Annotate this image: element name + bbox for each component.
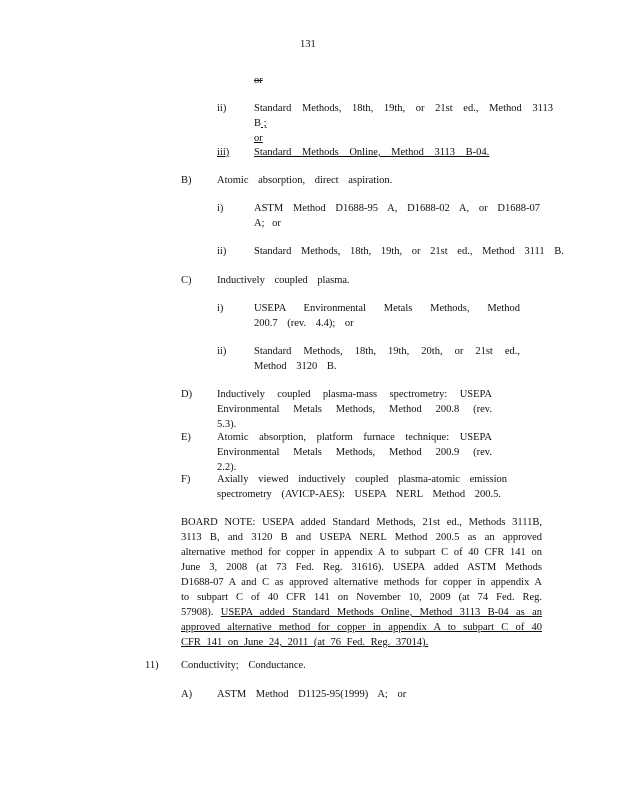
item-C-ii-label: ii) xyxy=(217,346,227,357)
item-11-A-text: ASTM Method D1125-95(1999) A; or xyxy=(217,689,407,700)
item-11-label: 11) xyxy=(145,660,159,671)
board-note-added-text: USEPA added Standard Methods Online, Method 3113 B-04 as an approved alternative method for copper in appendix A to subpart C of 40 CFR 141 on June 24, 2011 (at 76 Fed. Reg. 37014). xyxy=(181,607,542,648)
item-ii-inserted-or: or xyxy=(254,133,263,144)
item-11-A-label: A) xyxy=(181,689,193,700)
item-C-ii-text: Standard Methods, 18th, 19th, 20th, or 21st ed., Method 3120 B. xyxy=(254,346,520,372)
or-struck: or xyxy=(254,75,263,86)
item-ii-body: Standard Methods, 18th, 19th, or 21st ed., Method 3113 B xyxy=(254,103,553,129)
item-ii-inserted-mark: ; xyxy=(261,118,267,129)
item-B-ii-text: Standard Methods, 18th, 19th, or 21st ed., Method 3111 B. xyxy=(254,246,564,257)
item-B-ii-label: ii) xyxy=(217,246,227,257)
item-E-label: E) xyxy=(181,432,191,443)
page-number: 131 xyxy=(300,39,316,50)
item-B-i-label: i) xyxy=(217,203,224,214)
board-note-text: BOARD NOTE: USEPA added Standard Methods, 21st ed., Methods 3111B, 3113 B, and 3120 B and USEPA NERL Method 200.5 as an approved alternative method for copper in appendix A to subpart C of 40 CFR 141 on June 3, 2008 (at 73 Fed. Reg. 31616). USEPA added ASTM Methods D1688-07 A and C as approved alternative methods for copper in appendix A to subpart C of 40 CFR 141 on November 10, 2009 (at 74 Fed. Reg. 57908). xyxy=(181,517,542,618)
item-ii-label: ii) xyxy=(217,103,227,114)
item-iii-text: Standard Methods Online, Method 3113 B-04. xyxy=(254,147,490,158)
item-F-text: Axially viewed inductively coupled plasma-atomic emission spectrometry (AVICP-AES): USEPA NERL Method 200.5. xyxy=(217,474,507,500)
item-iii-label: iii) xyxy=(217,147,230,158)
board-note xyxy=(181,515,542,650)
item-B-label: B) xyxy=(181,175,192,186)
item-D-text: Inductively coupled plasma-mass spectrometry: USEPA Environmental Metals Methods, Method 200.8 (rev. 5.3). xyxy=(217,389,492,430)
item-D-label: D) xyxy=(181,389,193,400)
item-F-label: F) xyxy=(181,474,191,485)
item-ii-text xyxy=(254,101,554,146)
item-B-i-text: ASTM Method D1688-95 A, D1688-02 A, or D1688-07 A; or xyxy=(254,203,540,229)
item-11-text: Conductivity; Conductance. xyxy=(181,660,306,671)
item-C-i-text: USEPA Environmental Metals Methods, Method 200.7 (rev. 4.4); or xyxy=(254,303,520,329)
item-E-text: Atomic absorption, platform furnace technique: USEPA Environmental Metals Methods, Method 200.9 (rev. 2.2). xyxy=(217,432,492,473)
item-C-label: C) xyxy=(181,275,192,286)
item-C-text: Inductively coupled plasma. xyxy=(217,275,350,286)
item-C-i-label: i) xyxy=(217,303,224,314)
item-B-text: Atomic absorption, direct aspiration. xyxy=(217,175,393,186)
